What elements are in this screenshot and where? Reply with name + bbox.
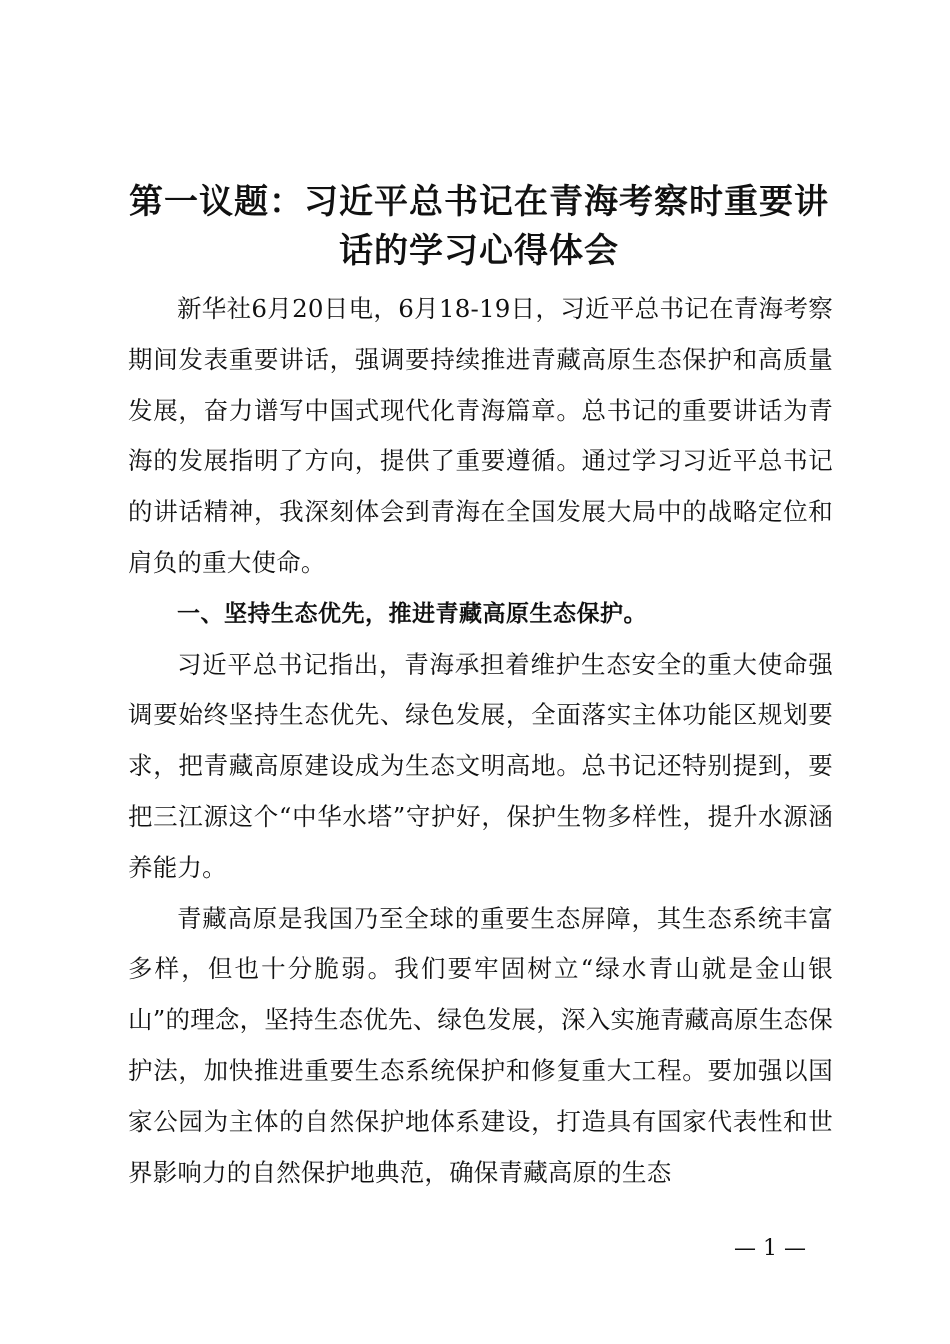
title-line-2: 话的学习心得体会 <box>339 231 619 271</box>
page-number: — 1 — <box>734 1236 806 1261</box>
section-heading-1: 一、坚持生态优先，推进青藏高原生态保护。 <box>177 600 647 627</box>
paragraph-section1-2: 青藏高原是我国乃至全球的重要生态屏障，其生态系统丰富多样，但也十分脆弱。我们要牢固树立“绿水青山就是金山银山”的理念，坚持生态优先、绿色发展，深入实施青藏高原生态保护法，加快推进重要生态系统保护和修复重大工程。要加强以国家公园为主体的自然保护地体系建设，打造具有国家代表性和世界影响力的自然保护地典范，确保青藏高原的生态 <box>128 903 833 1187</box>
paragraph-intro: 新华社6月20日电，6月18-19日，习近平总书记在青海考察期间发表重要讲话，强调要持续推进青藏高原生态保护和高质量发展，奋力谱写中国式现代化青海篇章。总书记的重要讲话为青海的发展指明了方向，提供了重要遵循。通过学习习近平总书记的讲话精神，我深刻体会到青海在全国发展大局中的战略定位和肩负的重大使命。 <box>128 294 833 577</box>
title-line-1: 第一议题：习近平总书记在青海考察时重要讲 <box>129 182 829 222</box>
document-title <box>125 178 833 276</box>
paragraph-section1-1: 习近平总书记指出，青海承担着维护生态安全的重大使命强调要始终坚持生态优先、绿色发展，全面落实主体功能区规划要求，把青藏高原建设成为生态文明高地。总书记还特别提到，要把三江源这个“中华水塔”守护好，保护生物多样性，提升水源涵养能力。 <box>128 649 833 882</box>
document-body <box>128 284 833 1198</box>
